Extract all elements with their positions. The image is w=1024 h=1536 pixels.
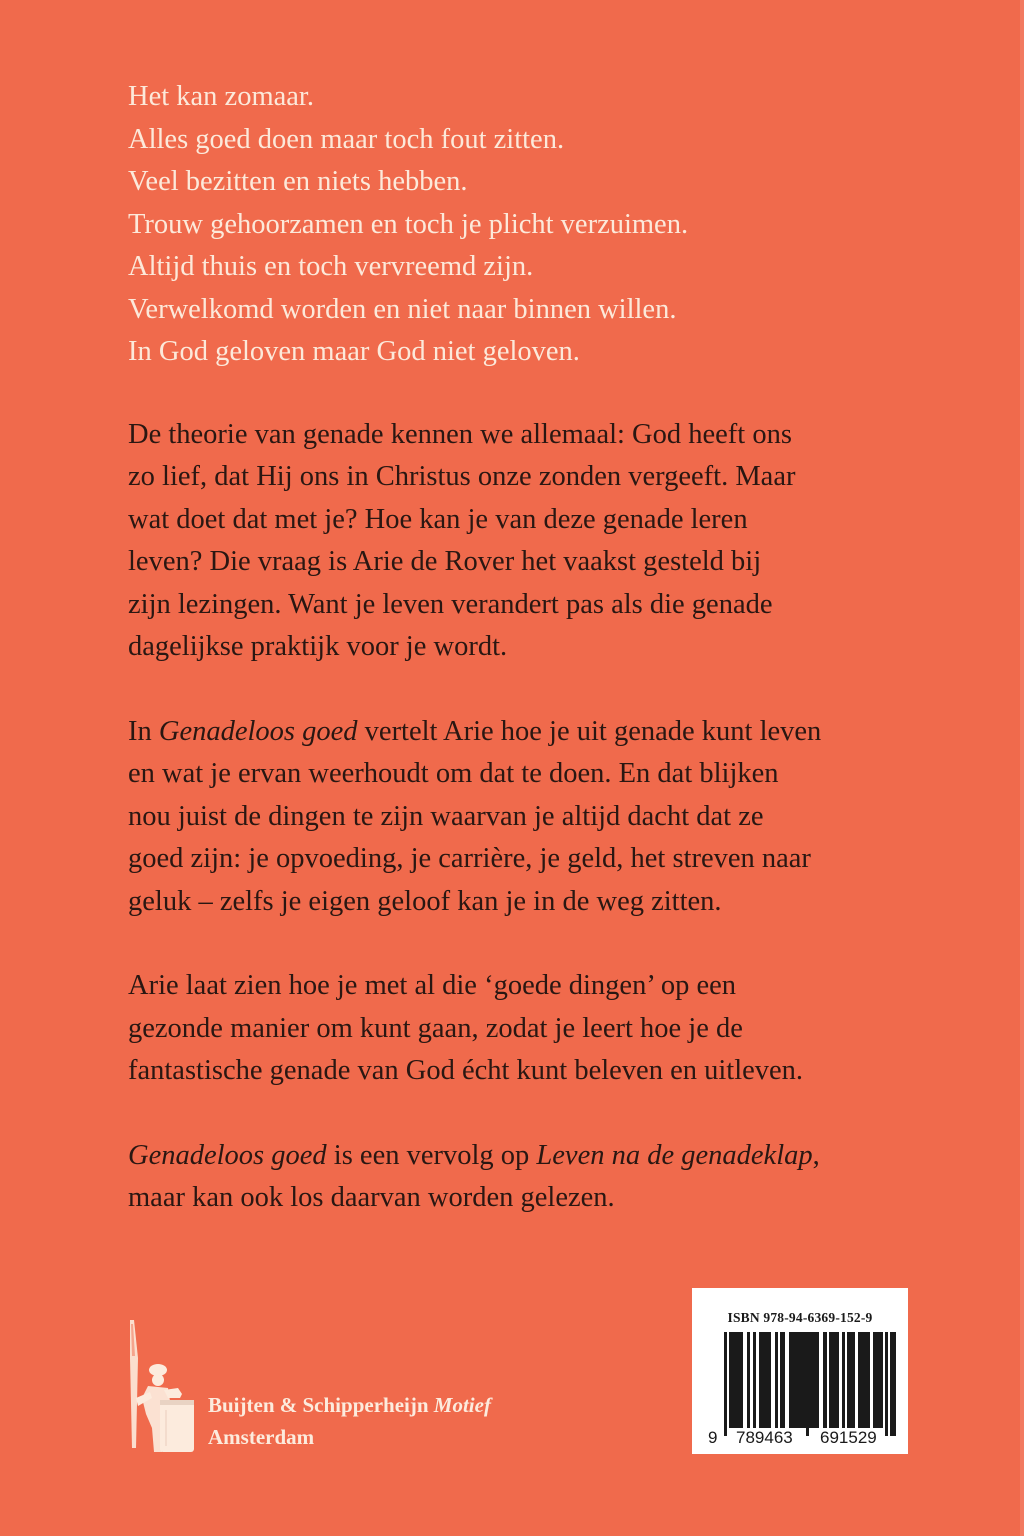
text-run: In [128,715,159,747]
paragraph-line: wat doet dat met je? Hoe kan je van deze genade leren [128,503,748,535]
cover-right-edge [1020,0,1024,1536]
paragraph-line: en wat je ervan weerhoudt om dat te doen. En dat blijken [128,758,779,789]
paragraph-line: dagelijkse praktijk voor je wordt. [128,631,508,662]
paragraph-line [128,1135,918,1178]
paragraph-line: nou juist de dingen te zijn waarvan je altijd dacht dat ze [128,800,764,832]
paragraph-line: geluk – zelfs je eigen geloof kan je in de weg zitten. [128,885,722,917]
paragraph-sequel-note [128,1135,918,1220]
paragraph-good-things [128,965,918,1093]
paragraph-line: leven? Die vraag is Arie de Rover het vaakst gesteld bij [128,546,762,577]
paragraph-line: goed zijn: je opvoeding, je carrière, je geld, het streven naar [128,843,811,874]
paragraph-theory-of-grace [128,414,918,669]
publisher-name [208,1393,491,1418]
paragraph-line: fantastische genade van God écht kunt beleven en uitleven. [128,1055,804,1086]
paragraph-line: zijn lezingen. Want je leven verandert pas als die genade [128,588,773,620]
paragraph-book-summary [128,711,918,924]
poem-line: Trouw gehoorzamen en toch je plicht verzuimen. [128,208,689,240]
paragraph-line [128,711,918,754]
barcode-right-digits: 691529 [820,1428,877,1447]
poem-line: Alles goed doen maar toch fout zitten. [128,123,565,155]
paragraph-line: zo lief, dat Hij ons in Christus onze zonden vergeeft. Maar [128,461,796,492]
opening-poem [128,76,918,374]
book-title-italic: Genadeloos goed [158,715,358,747]
publisher-name-text: Buijten & Schipperheijn [208,1393,434,1417]
isbn-barcode [692,1288,908,1454]
poem-line: Verwelkomd worden en niet naar binnen willen. [128,293,677,325]
text-run: is een vervolg op [326,1139,537,1171]
text-run: vertelt Arie hoe je uit genade kunt leven [357,715,822,747]
publisher-city: Amsterdam [208,1425,315,1449]
paragraph-line: gezonde manier om kunt gaan, zodat je leert hoe je de [128,1012,743,1044]
isbn-label: ISBN 978-94-6369-152-9 [727,1310,873,1325]
paragraph-line: Arie laat zien hoe je met al die ‘goede dingen’ op een [128,970,736,1001]
publisher-logo-block [122,1318,542,1458]
book-title-italic: Genadeloos goed [128,1139,327,1171]
poem-line: Het kan zomaar. [128,81,314,112]
back-cover-text [128,76,918,1220]
publisher-imprint: Motief [433,1393,491,1417]
poem-line: Veel bezitten en niets hebben. [128,166,468,197]
paragraph-line: maar kan ook los daarvan worden gelezen. [128,1182,615,1213]
poem-line: In God geloven maar God niet geloven. [128,336,580,367]
barcode-first-digit: 9 [708,1428,718,1447]
previous-book-title-italic: Leven na de genadeklap [536,1139,813,1171]
poem-line: Altijd thuis en toch vervreemd zijn. [128,251,534,282]
barcode-left-digits: 789463 [736,1428,793,1447]
knight-with-lance-logo-icon [122,1318,202,1458]
paragraph-line: De theorie van genade kennen we allemaal: God heeft ons [128,418,792,450]
text-run: , [812,1139,820,1171]
